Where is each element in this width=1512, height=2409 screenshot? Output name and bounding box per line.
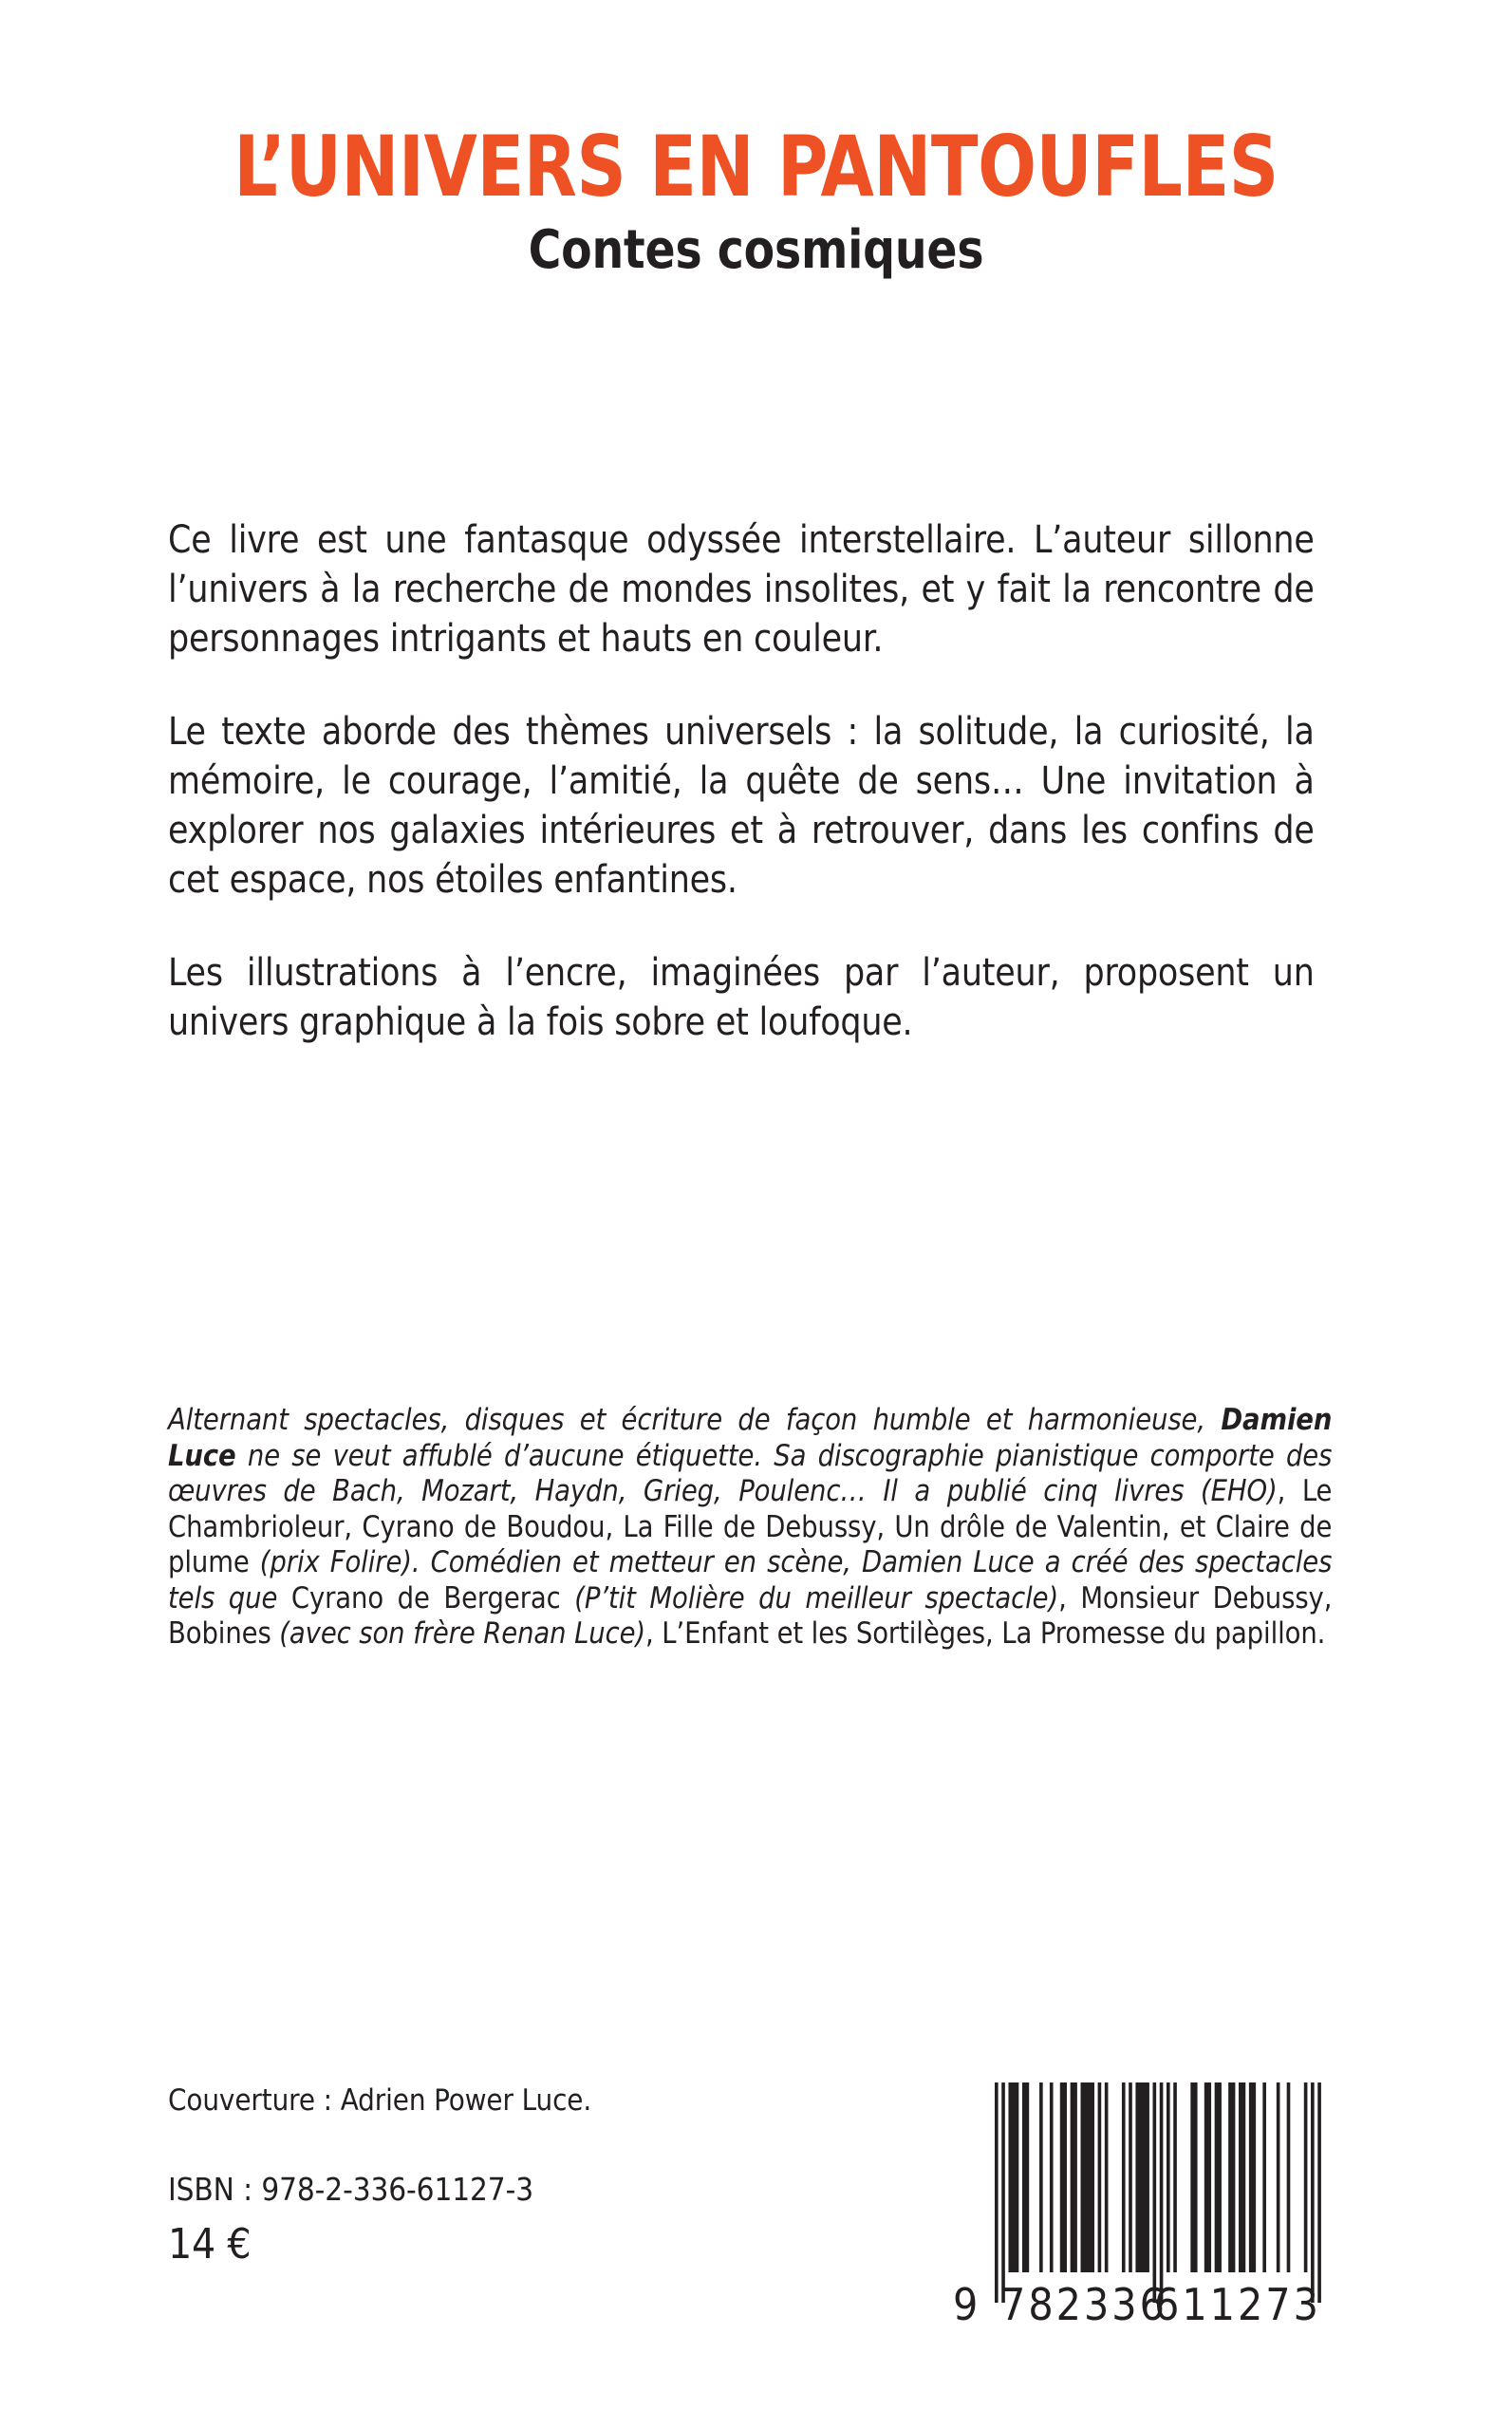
barcode-digit-left: 9 <box>953 2279 979 2329</box>
barcode-svg <box>947 2065 1350 2329</box>
bio-segment: Damien Luce <box>168 1403 1333 1473</box>
barcode-digits-right-group: 611273 <box>1154 2279 1321 2329</box>
blurb-section <box>168 515 1350 1047</box>
bio-segment: , L’Enfant et les Sortilèges, La Promesse du papillon. <box>645 1616 1326 1651</box>
blurb-paragraph: Le texte aborde des thèmes universels : la solitude, la curiosité, la mémoire, le courage, l’amitié, la quête de sens… Une invitation à explorer nos galaxies intérieures et à retrouver, dans les confins de cet espace, nos étoiles enfantines. <box>168 710 1315 902</box>
footer-text-column <box>168 2084 889 2269</box>
bio-segment: ne se veut affublé d’aucune étiquette. Sa discographie pianistique comporte des œuvres de Bach, Mozart, Haydn, Grieg, Poulenc… Il a publié cinq livres <box>168 1438 1333 1508</box>
blurb-paragraph: Ce livre est une fantasque odyssée interstellaire. L’auteur sillonne l’univers à la recherche de mondes insolites, et y fait la rencontre de personnages intrigants et hauts en couleur. <box>168 518 1315 661</box>
barcode <box>947 2065 1350 2329</box>
isbn-line: ISBN : 978-2-336-61127-3 <box>168 2170 533 2208</box>
bio-segment: Cyrano de Bergerac <box>290 1580 575 1615</box>
price-label: 14 € <box>168 2219 252 2269</box>
bio-segment: (avec son frère Renan Luce) <box>279 1616 646 1651</box>
bio-segment: (EHO) <box>1201 1474 1278 1508</box>
page-subtitle: Contes cosmiques <box>528 219 984 281</box>
bio-segment: (prix Folire) <box>259 1545 412 1579</box>
cover-credit: Couverture : Adrien Power Luce. <box>168 2083 592 2118</box>
blurb-paragraph: Les illustrations à l’encre, imaginées par l’auteur, proposent un univers graphique à la fois sobre et loufoque. <box>168 951 1315 1044</box>
barcode-digits-left-group: 782336 <box>1000 2279 1167 2329</box>
bio-segment: Alternant spectacles, disques et écriture de façon humble et harmonieuse, <box>168 1403 1222 1437</box>
title-block <box>0 118 1512 281</box>
bio-segment: , Monsieur Debussy, Bobines <box>168 1580 1333 1651</box>
author-bio-text <box>168 1403 1332 1653</box>
bio-segment: (P’tit Molière du meilleur spectacle) <box>574 1580 1059 1615</box>
page-title: L’UNIVERS EN PANTOUFLES <box>233 118 1279 215</box>
bio-segment: . Comédien et metteur en scène, Damien Luce a créé des spectacles tels que <box>168 1545 1333 1615</box>
footer-section <box>168 2084 1350 2331</box>
bio-segment: , Le Chambrioleur, Cyrano de Boudou, La Fille de Debussy, Un drôle de Valentin, et Claire de plume <box>168 1474 1333 1579</box>
author-bio-section <box>168 1403 1350 1653</box>
